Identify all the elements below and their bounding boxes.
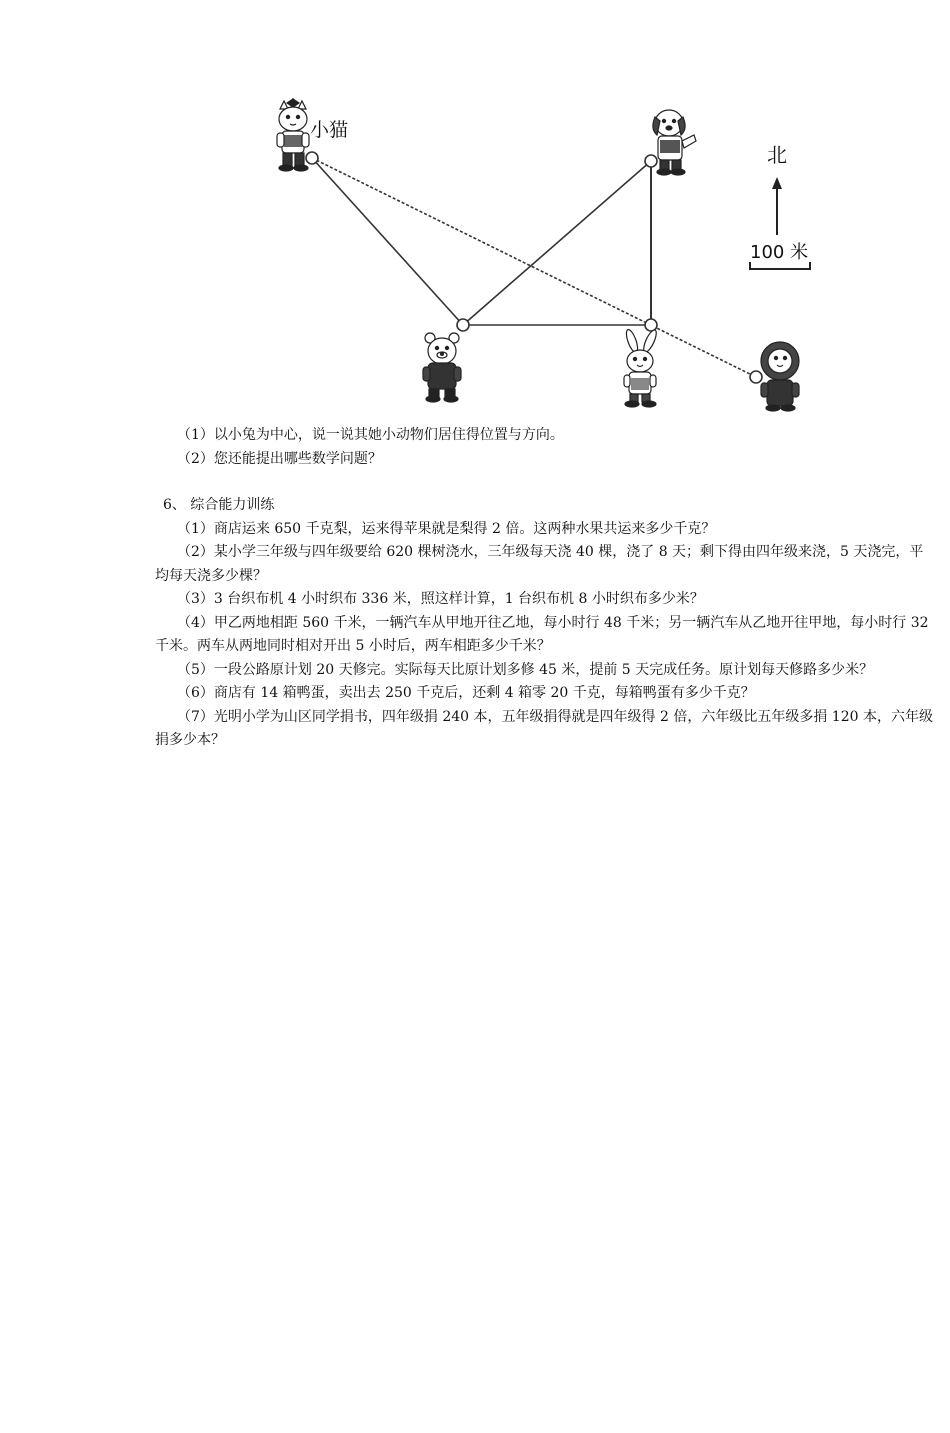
problem-1: （1）商店运来 650 千克梨，运来得苹果就是梨得 2 倍。这两种水果共运来多少千克？ [177, 520, 716, 537]
north-label: 北 [767, 143, 787, 167]
bear-figure-icon [423, 333, 461, 402]
section-title: 6、 综合能力训练 [163, 497, 275, 513]
rabbit-location-marker [645, 319, 657, 331]
cat-figure-icon [277, 99, 309, 171]
worksheet-text [155, 424, 935, 753]
problem-6: （6）商店有 14 箱鸭蛋，卖出去 250 千克后，还剩 4 箱零 20 千克，每箱鸭蛋有多少千克？ [177, 685, 755, 701]
dog-location-marker [645, 155, 657, 167]
north-arrow-icon [772, 177, 782, 235]
location-map [240, 95, 860, 425]
rabbit-figure-icon [624, 328, 659, 407]
map-question-2: （2）您还能提出哪些数学问题？ [177, 450, 382, 467]
problem-3: （3）3 台织布机 4 小时织布 336 米，照这样计算，1 台织布机 8 小时织布多少米？ [177, 591, 704, 607]
cat-location-marker [306, 152, 318, 164]
dog-figure-icon [653, 110, 696, 175]
problem-5: （5）一段公路原计划 20 天修完。实际每天比原计划多修 45 米，提前 5 天完成任务。原计划每天修路多少米？ [177, 661, 874, 678]
route-cat-bear [312, 158, 463, 325]
route-cat-lion [312, 158, 756, 377]
route-bear-dog [463, 161, 651, 325]
lion-location-marker [750, 371, 762, 383]
problem-2: （2）某小学三年级与四年级要给 620 棵树浇水，三年级每天浇 40 棵，浇了 8 天；剩下得由四年级来浇，5 天浇完，平均每天浇多少棵？ [155, 544, 924, 584]
scale-label: 100 米 [750, 242, 809, 263]
spacer [155, 471, 935, 494]
cat-label: 小猫 [310, 119, 349, 141]
scale-bar [750, 262, 810, 269]
map-question-1: （1）以小兔为中心，说一说其她小动物们居住得位置与方向。 [177, 427, 564, 443]
problem-4: （4）甲乙两地相距 560 千米，一辆汽车从甲地开往乙地，每小时行 48 千米；另一辆汽车从乙地开往甲地，每小时行 32 千米。两车从两地同时相对开出 5 小时后，两车相距多少千米？ [155, 614, 929, 654]
location-map-figure [240, 95, 860, 425]
problem-7: （7）光明小学为山区同学捐书，四年级捐 240 本，五年级捐得就是四年级得 2 倍，六年级比五年级多捐 120 本，六年级捐多少本？ [155, 708, 933, 748]
bear-location-marker [457, 319, 469, 331]
lion-figure-icon [761, 342, 799, 411]
